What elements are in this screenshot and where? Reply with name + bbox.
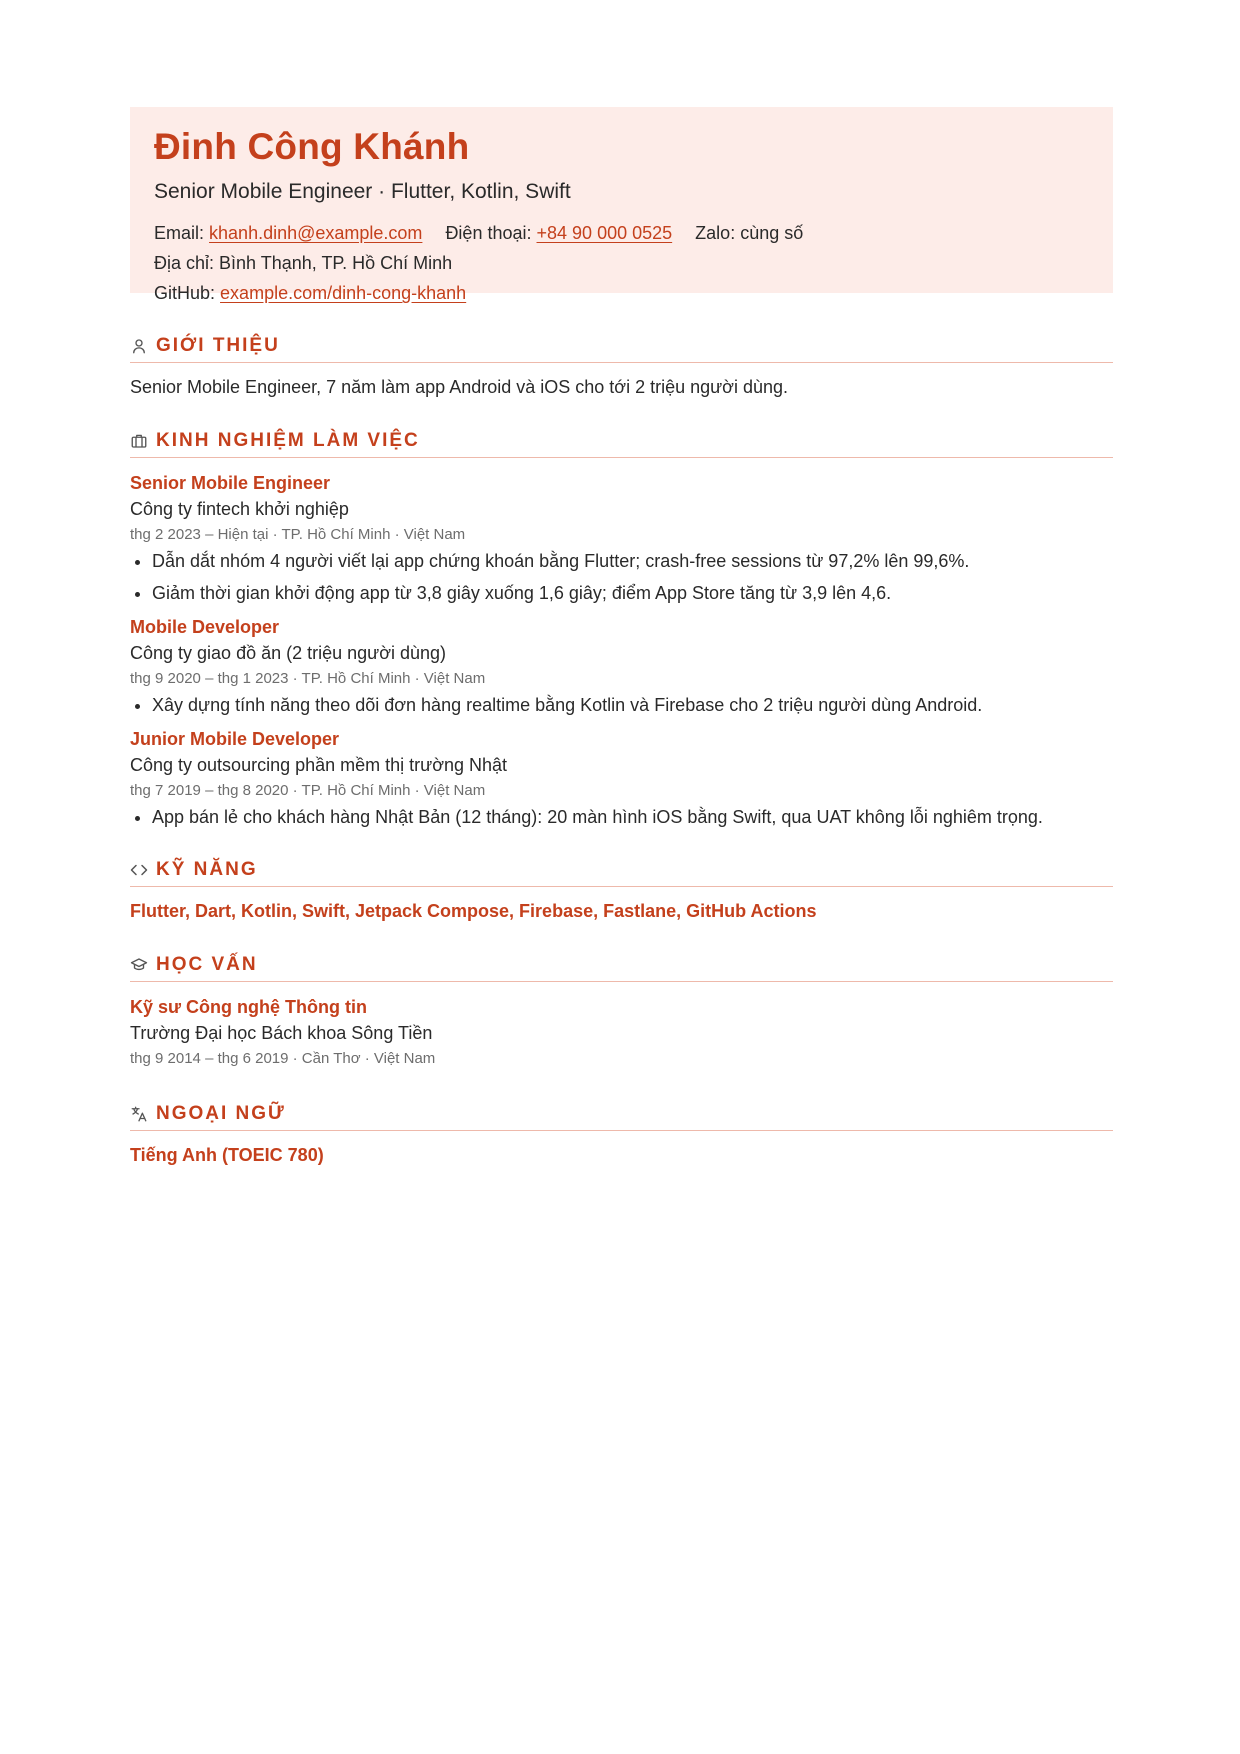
summary-text: Senior Mobile Engineer, 7 năm làm app Android và iOS cho tới 2 triệu người dùng. [130,377,789,397]
school-name: Trường Đại học Bách khoa Sông Tiền [130,1023,433,1043]
job-meta: thg 2 2023 – Hiện tại · TP. Hồ Chí Minh · Việt Nam [130,526,466,543]
phone-label: Điện thoại: [445,223,532,243]
education-section [130,949,1113,1072]
zalo-contact: Zalo: cùng số [695,223,804,243]
code-icon [130,861,148,879]
job-bullets [130,694,1113,716]
skills-section [130,854,1113,923]
job-company: Công ty giao đồ ăn (2 triệu người dùng) [130,643,447,663]
job-role: Senior Mobile Engineer [130,473,331,493]
degree-title: Kỹ sư Công nghệ Thông tin [130,997,368,1017]
github-label: GitHub: [154,283,216,303]
language-item: Tiếng Anh (TOEIC 780) [130,1145,324,1165]
languages-section [130,1098,1113,1167]
skills-title: KỸ NĂNG [156,859,258,880]
job-bullets [130,806,1113,828]
job-entry [130,726,1113,828]
summary-title: GIỚI THIỆU [156,335,280,356]
skills-heading [130,854,1113,887]
job-bullet: • Xây dựng tính năng theo dõi đơn hàng realtime bằng Kotlin và Firebase cho 2 triệu người dùng Android. [152,694,1113,716]
graduation-cap-icon [130,956,148,974]
translate-icon [130,1105,148,1123]
skills-list: Flutter, Dart, Kotlin, Swift, Jetpack Compose, Firebase, Fastlane, GitHub Actions [130,901,817,921]
job-company: Công ty outsourcing phần mềm thị trường Nhật [130,755,508,775]
job-company: Công ty fintech khởi nghiệp [130,499,349,519]
education-title: HỌC VẤN [156,954,258,975]
resume-content [130,330,1113,1193]
contact-info [154,218,1089,308]
candidate-headline: Senior Mobile Engineer · Flutter, Kotlin, Swift [154,180,571,203]
summary-section [130,330,1113,399]
job-role: Junior Mobile Developer [130,729,340,749]
phone-link[interactable]: +84 90 000 0525 [536,223,673,243]
email-label: Email: [154,223,205,243]
experience-title: KINH NGHIỆM LÀM VIỆC [156,430,420,451]
email-link[interactable]: khanh.dinh@example.com [209,223,423,243]
briefcase-icon [130,432,148,450]
job-bullet: • App bán lẻ cho khách hàng Nhật Bản (12 tháng): 20 màn hình iOS bằng Swift, qua UAT không lỗi nghiêm trọng. [152,806,1113,828]
job-entry [130,614,1113,716]
education-heading [130,949,1113,982]
address-contact: Địa chỉ: Bình Thạnh, TP. Hồ Chí Minh [154,253,453,273]
phone-contact [445,223,677,243]
languages-title: NGOẠI NGỮ [156,1103,286,1124]
github-contact [154,283,466,303]
education-meta: thg 9 2014 – thg 6 2019 · Cần Thơ · Việt Nam [130,1050,436,1067]
email-contact [154,223,427,243]
job-bullet: • Giảm thời gian khởi động app từ 3,8 giây xuống 1,6 giây; điểm App Store tăng từ 3,9 lên 4,6. [152,582,1113,604]
job-bullet: • Dẫn dắt nhóm 4 người viết lại app chứng khoán bằng Flutter; crash-free sessions từ 97,2% lên 99,6%. [152,550,1113,572]
github-link[interactable]: example.com/dinh-cong-khanh [220,283,467,303]
job-bullets [130,550,1113,604]
person-icon [130,337,148,355]
job-meta: thg 7 2019 – thg 8 2020 · TP. Hồ Chí Minh · Việt Nam [130,782,486,799]
experience-heading [130,425,1113,458]
job-role: Mobile Developer [130,617,280,637]
job-entry [130,470,1113,604]
resume-header [130,107,1113,303]
candidate-name: Đinh Công Khánh [154,126,470,167]
languages-heading [130,1098,1113,1131]
summary-heading [130,330,1113,363]
job-meta: thg 9 2020 – thg 1 2023 · TP. Hồ Chí Minh · Việt Nam [130,670,486,687]
experience-section [130,425,1113,828]
